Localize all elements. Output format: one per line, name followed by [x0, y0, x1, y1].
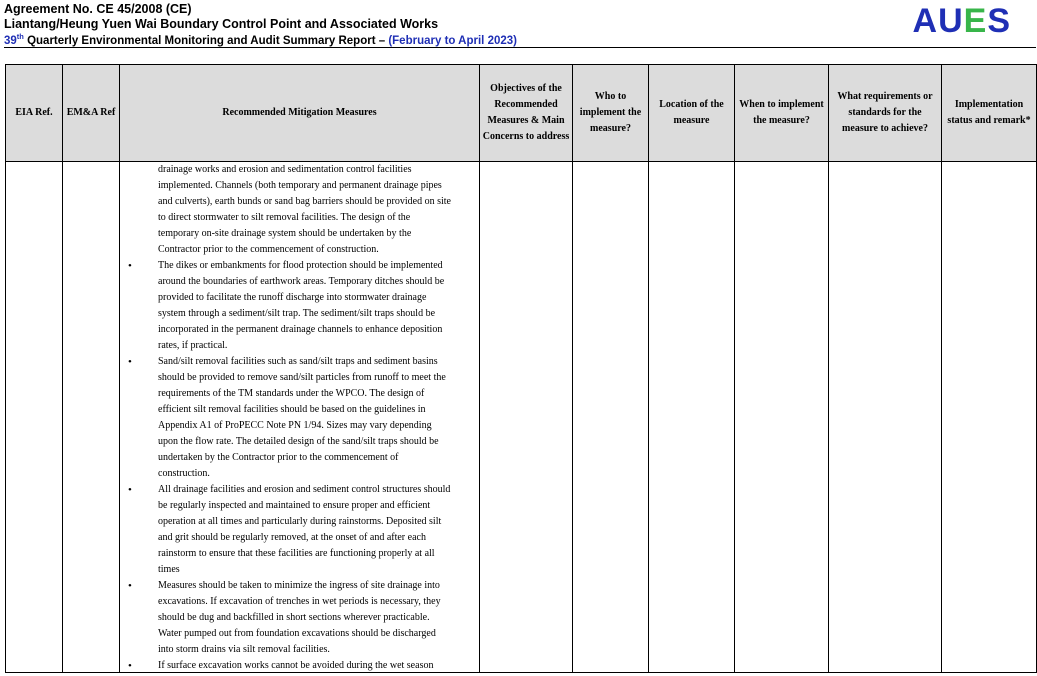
logo-letter-s: S: [987, 2, 1011, 40]
measure-line: be regularly inspected and maintained to ensure proper and efficient: [158, 500, 431, 511]
eia-ref-cell: [6, 162, 63, 673]
col-header-who: Who to implement the measure?: [573, 65, 649, 162]
measure-line: undertaken by the Contractor prior to the commencement of: [158, 452, 399, 463]
measure-line: • Measures should be taken to minimize the ingress of site drainage into: [120, 578, 479, 594]
table-row: [6, 162, 1037, 673]
measure-line: temporary on-site drainage system should be undertaken by the: [158, 228, 412, 239]
location-cell: [649, 162, 735, 673]
measure-line: and grit should be regularly removed, at the onset of and after each: [158, 532, 426, 543]
col-header-objectives: Objectives of the Recommended Measures & Main Concerns to address: [480, 65, 573, 162]
measure-line: incorporated in the permanent drainage channels to enhance deposition: [158, 324, 443, 335]
measure-line: Contractor prior to the commencement of construction.: [158, 244, 379, 255]
col-header-when: When to implement the measure?: [735, 65, 829, 162]
status-cell: [942, 162, 1037, 673]
report-name: Quarterly Environmental Monitoring and Audit Summary Report –: [23, 34, 389, 47]
report-title: [4, 32, 517, 47]
measure-line: should be provided to remove sand/silt particles from runoff to meet the: [158, 372, 446, 383]
measure-line: Appendix A1 of ProPECC Note PN 1/94. Sizes may vary depending: [158, 420, 432, 431]
measure-line: efficient silt removal facilities should be based on the guidelines in: [158, 404, 426, 415]
measure-line: upon the flow rate. The detailed design of the sand/silt traps should be: [158, 436, 439, 447]
measure-line: excavations. If excavation of trenches in wet periods is necessary, they: [158, 596, 441, 607]
col-header-requirements: What requirements or standards for the measure to achieve?: [829, 65, 942, 162]
measure-line: system through a sediment/silt trap. The sediment/silt traps should be: [158, 308, 436, 319]
measure-line: • All drainage facilities and erosion and sediment control structures should: [120, 482, 479, 498]
measures-cell: [120, 162, 480, 673]
measure-line: requirements of the TM standards under the WPCO. The design of: [158, 388, 425, 399]
measure-line: rainstorm to ensure that these facilities are functioning properly at all: [158, 548, 435, 559]
measure-line: rates, if practical.: [158, 340, 228, 351]
aues-logo: [913, 3, 1011, 39]
who-cell: [573, 162, 649, 673]
col-header-em-a-ref: EM&A Ref: [63, 65, 120, 162]
measure-line: • The dikes or embankments for flood protection should be implemented: [120, 258, 479, 274]
measure-line: • Sand/silt removal facilities such as sand/silt traps and sediment basins: [120, 354, 479, 370]
objectives-cell: [480, 162, 573, 673]
em-a-ref-cell: [63, 162, 120, 673]
measure-line: and culverts), earth bunds or sand bag barriers should be provided on site: [158, 196, 451, 207]
mitigation-measures-table: [5, 64, 1037, 673]
report-period: (February to April 2023): [388, 34, 517, 47]
project-title: Liantang/Heung Yuen Wai Boundary Control Point and Associated Works: [4, 17, 439, 31]
col-header-status: Implementation status and remark*: [942, 65, 1037, 162]
logo-letters-au: AU: [912, 2, 964, 40]
measure-line: drainage works and erosion and sedimentation control facilities: [158, 164, 412, 175]
measure-line: • If surface excavation works cannot be avoided during the wet season: [120, 658, 479, 672]
table-header-row: [6, 65, 1037, 162]
col-header-eia-ref: EIA Ref.: [6, 65, 63, 162]
measure-line: provided to facilitate the runoff discharge into stormwater drainage: [158, 292, 427, 303]
measure-line: Water pumped out from foundation excavations should be discharged: [158, 628, 436, 639]
measure-line: into storm drains via silt removal facilities.: [158, 644, 330, 655]
measure-line: to direct stormwater to silt removal facilities. The design of the: [158, 212, 411, 223]
measure-line: times: [158, 564, 180, 575]
measures-list: [120, 162, 479, 672]
measure-line: around the boundaries of earthwork areas. Temporary ditches should be: [158, 276, 445, 287]
col-header-recommended-measures: Recommended Mitigation Measures: [120, 65, 480, 162]
document-header: [4, 0, 1033, 48]
measure-line: operation at all times and particularly during rainstorms. Deposited silt: [158, 516, 442, 527]
header-divider: [4, 47, 1036, 48]
measure-line: implemented. Channels (both temporary and permanent drainage pipes: [158, 180, 442, 191]
col-header-location: Location of the measure: [649, 65, 735, 162]
report-number: 39: [4, 34, 17, 47]
when-cell: [735, 162, 829, 673]
measure-line: should be dug and backfilled in short sections wherever practicable.: [158, 612, 430, 623]
measure-line: construction.: [158, 468, 210, 479]
requirements-cell: [829, 162, 942, 673]
agreement-number: Agreement No. CE 45/2008 (CE): [4, 2, 192, 16]
report-number-suffix: th: [16, 32, 24, 41]
logo-letter-e: E: [963, 2, 988, 40]
